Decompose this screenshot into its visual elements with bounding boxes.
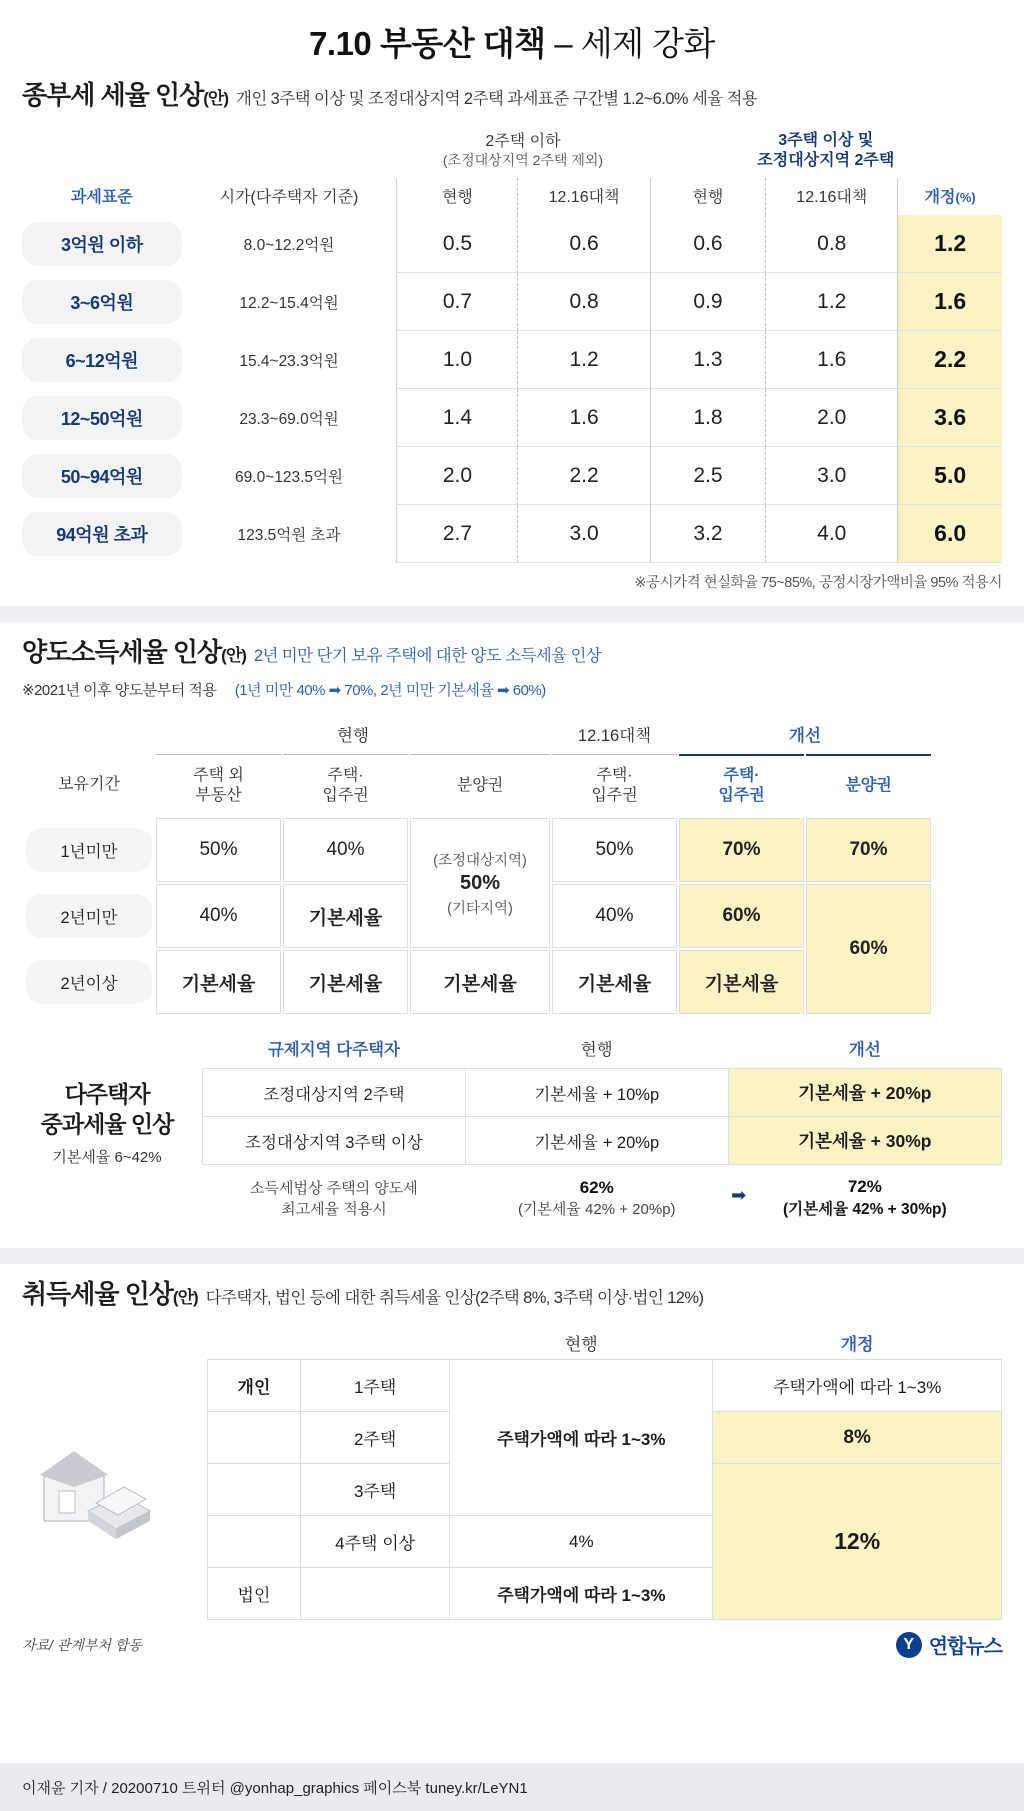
bunyang-label-2: (기타지역) — [447, 900, 513, 917]
col-header-revise: 개정 — [840, 1335, 874, 1354]
table-row — [22, 215, 1002, 273]
jongbuse-table — [22, 124, 1002, 563]
row-1216-0: 50% — [552, 818, 677, 882]
group-under2-line1: 2주택 이하 — [485, 133, 561, 151]
row-cur2-1: 기본세율 — [283, 884, 408, 948]
row-base-1: 3~6억원 — [22, 280, 182, 324]
row-cur-b-5: 3.2 — [650, 505, 766, 563]
table-row — [22, 505, 1002, 563]
group-header-under2 — [396, 124, 649, 178]
row-price-4: 69.0~123.5억원 — [235, 469, 343, 486]
row-type-0: 개인 — [208, 1360, 301, 1412]
row-base-2: 6~12억원 — [22, 338, 182, 382]
footer-bar — [0, 1763, 1024, 1811]
row-revise-0: 주택가액에 따라 1~3% — [713, 1360, 1002, 1412]
row-region-0: 조정대상지역 2주택 — [203, 1069, 466, 1117]
row-cur-b-3: 1.8 — [650, 389, 766, 447]
row-1216-a-3: 1.6 — [517, 389, 649, 447]
chwideukse-header-row — [22, 1317, 1002, 1360]
row-base-5: 94억원 초과 — [22, 512, 182, 556]
col-header-current: 현행 — [580, 1041, 613, 1059]
col-header-cur2-l2: 입주권 — [322, 786, 369, 804]
col-header-cur2 — [283, 754, 408, 816]
section2-title — [22, 632, 246, 669]
section1-note: ※공시가격 현실화율 75~85%, 공정시장가액비율 95% 적용시 — [634, 575, 1002, 591]
row-cur-a-4: 2.0 — [396, 447, 517, 505]
section-divider-1 — [0, 606, 1024, 622]
row-1216-b-1: 1.2 — [765, 273, 897, 331]
row-count-1: 2주택 — [300, 1412, 450, 1464]
row-imp1-2: 기본세율 — [679, 950, 804, 1014]
row-rev-1: 1.6 — [897, 273, 1002, 331]
section-jongbuse — [0, 75, 1024, 592]
table-row — [22, 389, 1002, 447]
group-over3-line1: 3주택 이상 및 — [778, 132, 874, 149]
row-rev-5: 6.0 — [897, 505, 1002, 563]
row-cur1-0: 50% — [156, 818, 281, 882]
section3-title — [22, 1274, 198, 1311]
row-1216-b-5: 4.0 — [765, 505, 897, 563]
section2-head — [22, 632, 1002, 669]
page-title — [0, 0, 1024, 65]
row-1216-b-4: 3.0 — [765, 447, 897, 505]
row-cur-a-3: 1.4 — [396, 389, 517, 447]
row-price-0: 8.0~12.2억원 — [243, 237, 335, 254]
multihome-foot-label — [203, 1165, 466, 1231]
bunyang-label-1: (조정대상지역) — [433, 852, 527, 869]
house-illustration-cell — [22, 1360, 208, 1620]
group-improve: 개선 — [789, 727, 821, 745]
col-header-imp2: 분양권 — [806, 754, 931, 816]
section1-desc: 개인 3주택 이상 및 조정대상지역 2주택 과세표준 구간별 1.2~6.0% 세율 적용 — [236, 90, 758, 108]
multihome-table — [202, 1032, 1002, 1230]
col-header-price: 시가(다주택자 기준) — [219, 189, 359, 206]
row-1216-a-5: 3.0 — [517, 505, 649, 563]
row-count-4 — [300, 1568, 450, 1620]
group-current: 현행 — [337, 727, 369, 745]
foot-improve-value: 72% — [847, 1177, 882, 1196]
row-count-2: 3주택 — [300, 1464, 450, 1516]
yonhap-mark-icon: Y — [896, 1632, 922, 1658]
row-revise-1: 8% — [713, 1412, 1002, 1464]
row-cur-a-5: 2.7 — [396, 505, 517, 563]
row-improve-0: 기본세율 + 20%p — [728, 1069, 1001, 1117]
row-1216-b-3: 2.0 — [765, 389, 897, 447]
row-price-2: 15.4~23.3억원 — [239, 353, 339, 370]
yangdo-table — [22, 710, 933, 1016]
col-header-1216-l1: 주택· — [596, 766, 633, 784]
row-count-3: 4주택 이상 — [300, 1516, 450, 1568]
section2-note-right: (1년 미만 40% ➡ 70%, 2년 미만 기본세율 ➡ 60%) — [234, 682, 546, 699]
multihome-title — [22, 1080, 192, 1140]
row-type-4: 법인 — [208, 1568, 301, 1620]
row-cur-a-1: 0.7 — [396, 273, 517, 331]
section2-title-suffix: (안) — [221, 646, 246, 665]
row-revise-merged: 12% — [713, 1464, 1002, 1620]
row-current-0: 기본세율 + 10%p — [465, 1069, 728, 1117]
table-row — [22, 1360, 1002, 1412]
col-header-imp1-l2: 입주권 — [718, 787, 765, 804]
section-divider-2 — [0, 1248, 1024, 1264]
row-cur-b-1: 0.9 — [650, 273, 766, 331]
foot-label-l1: 소득세법상 주택의 양도세 — [250, 1180, 418, 1197]
row-cur-b-4: 2.5 — [650, 447, 766, 505]
row-imp1-1: 60% — [679, 884, 804, 948]
row-1216-a-2: 1.2 — [517, 331, 649, 389]
row-imp1-0: 70% — [679, 818, 804, 882]
row-1216-a-4: 2.2 — [517, 447, 649, 505]
row-improve-1: 기본세율 + 30%p — [728, 1117, 1001, 1165]
section-chwideukse — [0, 1274, 1024, 1620]
row-1216-b-2: 1.6 — [765, 331, 897, 389]
row-base-3: 12~50억원 — [22, 396, 182, 440]
section3-head — [22, 1274, 1002, 1311]
table-row — [22, 447, 1002, 505]
group-header-over3 — [650, 124, 1002, 178]
section-yangdo — [0, 632, 1024, 1230]
row-count-0: 1주택 — [300, 1360, 450, 1412]
table-row — [203, 1069, 1002, 1117]
row-imp2-0: 70% — [806, 818, 931, 882]
row-period-1: 2년미만 — [26, 894, 152, 938]
section3-title-text: 취득세율 인상 — [22, 1279, 173, 1309]
table-row — [24, 950, 931, 1014]
col-header-cur3: 분양권 — [410, 754, 550, 816]
col-header-cur1-l2: 부동산 — [195, 786, 242, 804]
foot-improve-detail: (기본세율 42% + 30%p) — [782, 1201, 947, 1218]
row-period-0: 1년미만 — [26, 828, 152, 872]
page-title-dash: – — [554, 25, 573, 62]
row-price-5: 123.5억원 초과 — [237, 527, 341, 544]
page-title-main: 7.10 부동산 대책 — [309, 25, 546, 62]
foot-current-detail: (기본세율 42% + 20%p) — [517, 1200, 676, 1218]
row-current-3: 4% — [450, 1516, 713, 1568]
multihome-foot-improve — [728, 1165, 1001, 1231]
section2-desc: 2년 미만 단기 보유 주택에 대한 양도 소득세율 인상 — [253, 647, 602, 665]
row-current-4: 주택가액에 따라 1~3% — [450, 1568, 713, 1620]
multihome-foot-current — [465, 1165, 747, 1231]
row-type-3 — [208, 1516, 301, 1568]
section1-title — [22, 75, 228, 112]
section3-desc: 다주택자, 법인 등에 대한 취득세율 인상(2주택 8%, 3주택 이상·법인 12%) — [205, 1289, 704, 1307]
row-cur-b-0: 0.6 — [650, 215, 766, 273]
row-cur1-1: 40% — [156, 884, 281, 948]
jongbuse-column-header-row — [22, 178, 1002, 215]
row-rev-0: 1.2 — [897, 215, 1002, 273]
yangdo-group-header-row — [24, 712, 931, 752]
table-row — [24, 818, 931, 882]
col-header-1216-l2: 입주권 — [591, 786, 638, 804]
row-price-1: 12.2~15.4억원 — [239, 295, 339, 312]
group-under2-line2: (조정대상지역 2주택 제외) — [442, 152, 604, 169]
multihome-title-l2: 중과세율 인상 — [40, 1110, 174, 1137]
foot-label-l2: 최고세율 적용시 — [281, 1201, 387, 1218]
group-1216: 12.16대책 — [577, 727, 652, 745]
row-type-2 — [208, 1464, 301, 1516]
col-header-imp1 — [679, 754, 804, 816]
row-cur1-2: 기본세율 — [156, 950, 281, 1014]
col-header-current-a: 현행 — [396, 178, 517, 215]
page-title-sub: 세제 강화 — [580, 25, 715, 62]
section1-title-suffix: (안) — [203, 89, 229, 108]
col-header-1216-b: 12.16대책 — [765, 178, 897, 215]
row-1216-2: 기본세율 — [552, 950, 677, 1014]
col-header-revised-unit: (%) — [955, 190, 976, 205]
row-cur-a-0: 0.5 — [396, 215, 517, 273]
group-over3-line2: 조정대상지역 2주택 — [757, 152, 895, 169]
multihome-title-l1: 다주택자 — [64, 1081, 150, 1107]
col-header-cur1 — [156, 754, 281, 816]
section3-title-suffix: (안) — [172, 1288, 198, 1307]
multihome-subtitle: 기본세율 6~42% — [52, 1148, 162, 1166]
yangdo-column-header-row — [24, 754, 931, 816]
row-cur-a-2: 1.0 — [396, 331, 517, 389]
section2-title-text: 양도소득세율 인상 — [22, 637, 222, 667]
row-1216-1: 40% — [552, 884, 677, 948]
row-current-1: 기본세율 + 20%p — [465, 1117, 728, 1165]
col-header-revised — [897, 178, 1002, 215]
row-1216-b-0: 0.8 — [765, 215, 897, 273]
row-current-merged: 주택가액에 따라 1~3% — [450, 1360, 713, 1516]
row-base-4: 50~94억원 — [22, 454, 182, 498]
row-region-1: 조정대상지역 3주택 이상 — [203, 1117, 466, 1165]
row-type-1 — [208, 1412, 301, 1464]
section-multihome — [22, 1032, 1002, 1230]
brand-name: 연합뉴스 — [928, 1636, 1002, 1658]
col-header-improve: 개선 — [848, 1041, 881, 1059]
house-icon — [26, 1425, 176, 1555]
bunyang-value: 50% — [459, 871, 501, 894]
row-cur-b-2: 1.3 — [650, 331, 766, 389]
row-cur2-0: 40% — [283, 818, 408, 882]
row-rev-3: 3.6 — [897, 389, 1002, 447]
row-rev-2: 2.2 — [897, 331, 1002, 389]
col-header-revised-text: 개정 — [924, 189, 956, 206]
section1-head — [22, 75, 1002, 112]
row-cur3-2: 기본세율 — [410, 950, 550, 1014]
col-header-period: 보유기간 — [58, 776, 120, 793]
section2-note-left: ※2021년 이후 양도분부터 적용 — [22, 682, 217, 699]
chwideukse-table — [22, 1317, 1002, 1620]
multihome-header-row — [203, 1032, 1002, 1069]
source-row — [0, 1620, 1024, 1659]
arrow-right-icon: ➡ — [731, 1185, 747, 1205]
col-header-1216 — [552, 754, 677, 816]
col-header-current: 현행 — [564, 1335, 598, 1354]
footer-credit: 이재윤 기자 / 20200710 트위터 @yonhap_graphics 페이스북 tuney.kr/LeYN1 — [22, 1779, 528, 1797]
row-rev-4: 5.0 — [897, 447, 1002, 505]
section1-title-text: 종부세 세율 인상 — [22, 80, 204, 110]
row-1216-a-1: 0.8 — [517, 273, 649, 331]
table-row — [22, 273, 1002, 331]
jongbuse-group-header-row — [22, 124, 1002, 178]
multihome-title-block — [22, 1032, 192, 1167]
row-1216-a-0: 0.6 — [517, 215, 649, 273]
row-cur2-2: 기본세율 — [283, 950, 408, 1014]
foot-current-value: 62% — [579, 1177, 614, 1197]
row-price-3: 23.3~69.0억원 — [239, 411, 339, 428]
row-imp2-merged: 60% — [806, 884, 931, 1014]
col-header-cur2-l1: 주택· — [327, 766, 364, 784]
row-bunyang-merged — [410, 818, 550, 948]
section2-notes — [22, 679, 1002, 700]
col-header-imp1-l1: 주택· — [723, 767, 760, 784]
source-label: 자료/ 관계부처 합동 — [22, 1636, 142, 1653]
multihome-footer-row — [203, 1165, 1002, 1231]
row-period-2: 2년이상 — [26, 960, 152, 1004]
row-base-0: 3억원 이하 — [22, 222, 182, 266]
table-row — [22, 331, 1002, 389]
col-header-1216-a: 12.16대책 — [517, 178, 649, 215]
col-header-cur1-l1: 주택 외 — [193, 766, 244, 784]
col-header-current-b: 현행 — [650, 178, 766, 215]
brand-logo — [896, 1630, 1002, 1659]
col-header-base: 과세표준 — [70, 189, 133, 206]
table-row — [203, 1117, 1002, 1165]
col-header-region: 규제지역 다주택자 — [267, 1041, 400, 1059]
